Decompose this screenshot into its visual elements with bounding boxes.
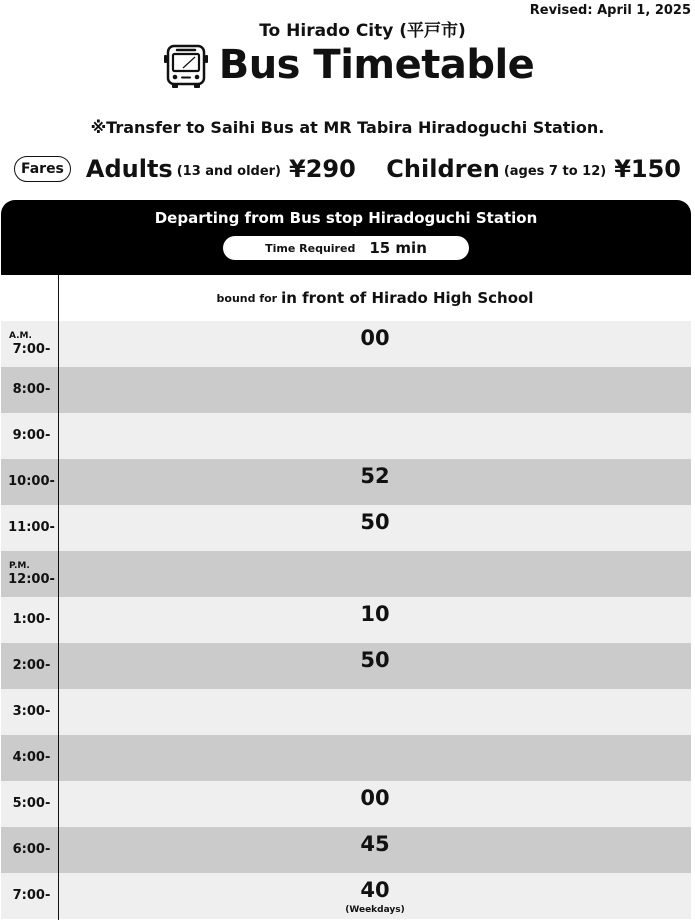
hour-label: 2:00- xyxy=(12,658,51,673)
hour-cell xyxy=(1,643,58,689)
hour-cell xyxy=(1,459,58,505)
revised-date: Revised: April 1, 2025 xyxy=(529,3,691,18)
hour-cell xyxy=(1,827,58,873)
departure-minute: 45 xyxy=(360,832,390,856)
table-row xyxy=(1,551,691,597)
departure-minute: 50 xyxy=(360,510,390,534)
table-row xyxy=(1,597,691,643)
hour-cell xyxy=(1,551,58,597)
adults-note: (13 and older) xyxy=(176,163,281,179)
adults-price: ¥290 xyxy=(289,155,356,183)
adults-label: Adults xyxy=(85,155,173,183)
children-price: ¥150 xyxy=(614,155,681,183)
table-row xyxy=(1,505,691,551)
fares-row xyxy=(14,152,681,186)
hour-cell xyxy=(1,689,58,735)
hour-cell xyxy=(1,781,58,827)
column-divider xyxy=(58,275,59,920)
hour-cell xyxy=(1,413,58,459)
fares-badge: Fares xyxy=(14,156,71,182)
departure-minute: 00 xyxy=(360,326,390,350)
hour-cell xyxy=(1,735,58,781)
hour-label: 12:00- xyxy=(8,572,55,587)
hour-label: 9:00- xyxy=(12,428,51,443)
destination-heading: To Hirado City (平戸市) xyxy=(259,21,466,41)
bound-for-label: bound for xyxy=(216,291,278,305)
weekdays-note: (Weekdays) xyxy=(345,905,405,915)
departure-minute: 00 xyxy=(360,786,390,810)
hour-label: 11:00- xyxy=(8,520,55,535)
table-row xyxy=(1,367,691,413)
hour-cell xyxy=(1,367,58,413)
hour-label: 4:00- xyxy=(12,750,51,765)
departure-header xyxy=(1,200,691,275)
table-row xyxy=(1,413,691,459)
hour-label: 6:00- xyxy=(12,842,51,857)
departure-minute: 40 xyxy=(360,878,390,902)
table-row xyxy=(1,459,691,505)
departure-minute: 10 xyxy=(360,602,390,626)
bus-icon xyxy=(161,40,211,90)
hour-cell xyxy=(1,321,58,367)
title-row xyxy=(0,40,695,90)
table-row xyxy=(1,781,691,827)
hour-label: 7:00- xyxy=(12,888,51,903)
table-row xyxy=(1,321,691,367)
departure-heading: Departing from Bus stop Hiradoguchi Station xyxy=(154,209,538,227)
hour-label: 5:00- xyxy=(12,796,51,811)
table-row xyxy=(1,873,691,919)
timetable-rows xyxy=(1,321,691,919)
table-row xyxy=(1,827,691,873)
hour-label: 10:00- xyxy=(8,474,55,489)
page-title: Bus Timetable xyxy=(218,42,535,88)
hour-label: 3:00- xyxy=(12,704,51,719)
time-required-label: Time Required xyxy=(265,241,356,255)
column-header xyxy=(59,275,691,321)
table-row xyxy=(1,735,691,781)
table-row xyxy=(1,643,691,689)
time-required-value: 15 min xyxy=(369,239,427,257)
hour-label: 1:00- xyxy=(12,612,51,627)
hour-label: 7:00- xyxy=(12,342,51,357)
children-label: Children xyxy=(386,155,500,183)
transfer-note: ※Transfer to Saihi Bus at MR Tabira Hiradoguchi Station. xyxy=(90,118,605,137)
hour-label: 8:00- xyxy=(12,382,51,397)
meridiem-label: A.M. xyxy=(9,331,32,341)
children-note: (ages 7 to 12) xyxy=(503,163,607,179)
departure-minute: 52 xyxy=(360,464,390,488)
hour-cell xyxy=(1,505,58,551)
time-required-pill xyxy=(223,236,469,260)
meridiem-label: P.M. xyxy=(9,561,30,571)
bound-for-destination: in front of Hirado High School xyxy=(281,289,534,307)
table-row xyxy=(1,689,691,735)
departure-minute: 50 xyxy=(360,648,390,672)
hour-cell xyxy=(1,873,58,919)
hour-cell xyxy=(1,597,58,643)
